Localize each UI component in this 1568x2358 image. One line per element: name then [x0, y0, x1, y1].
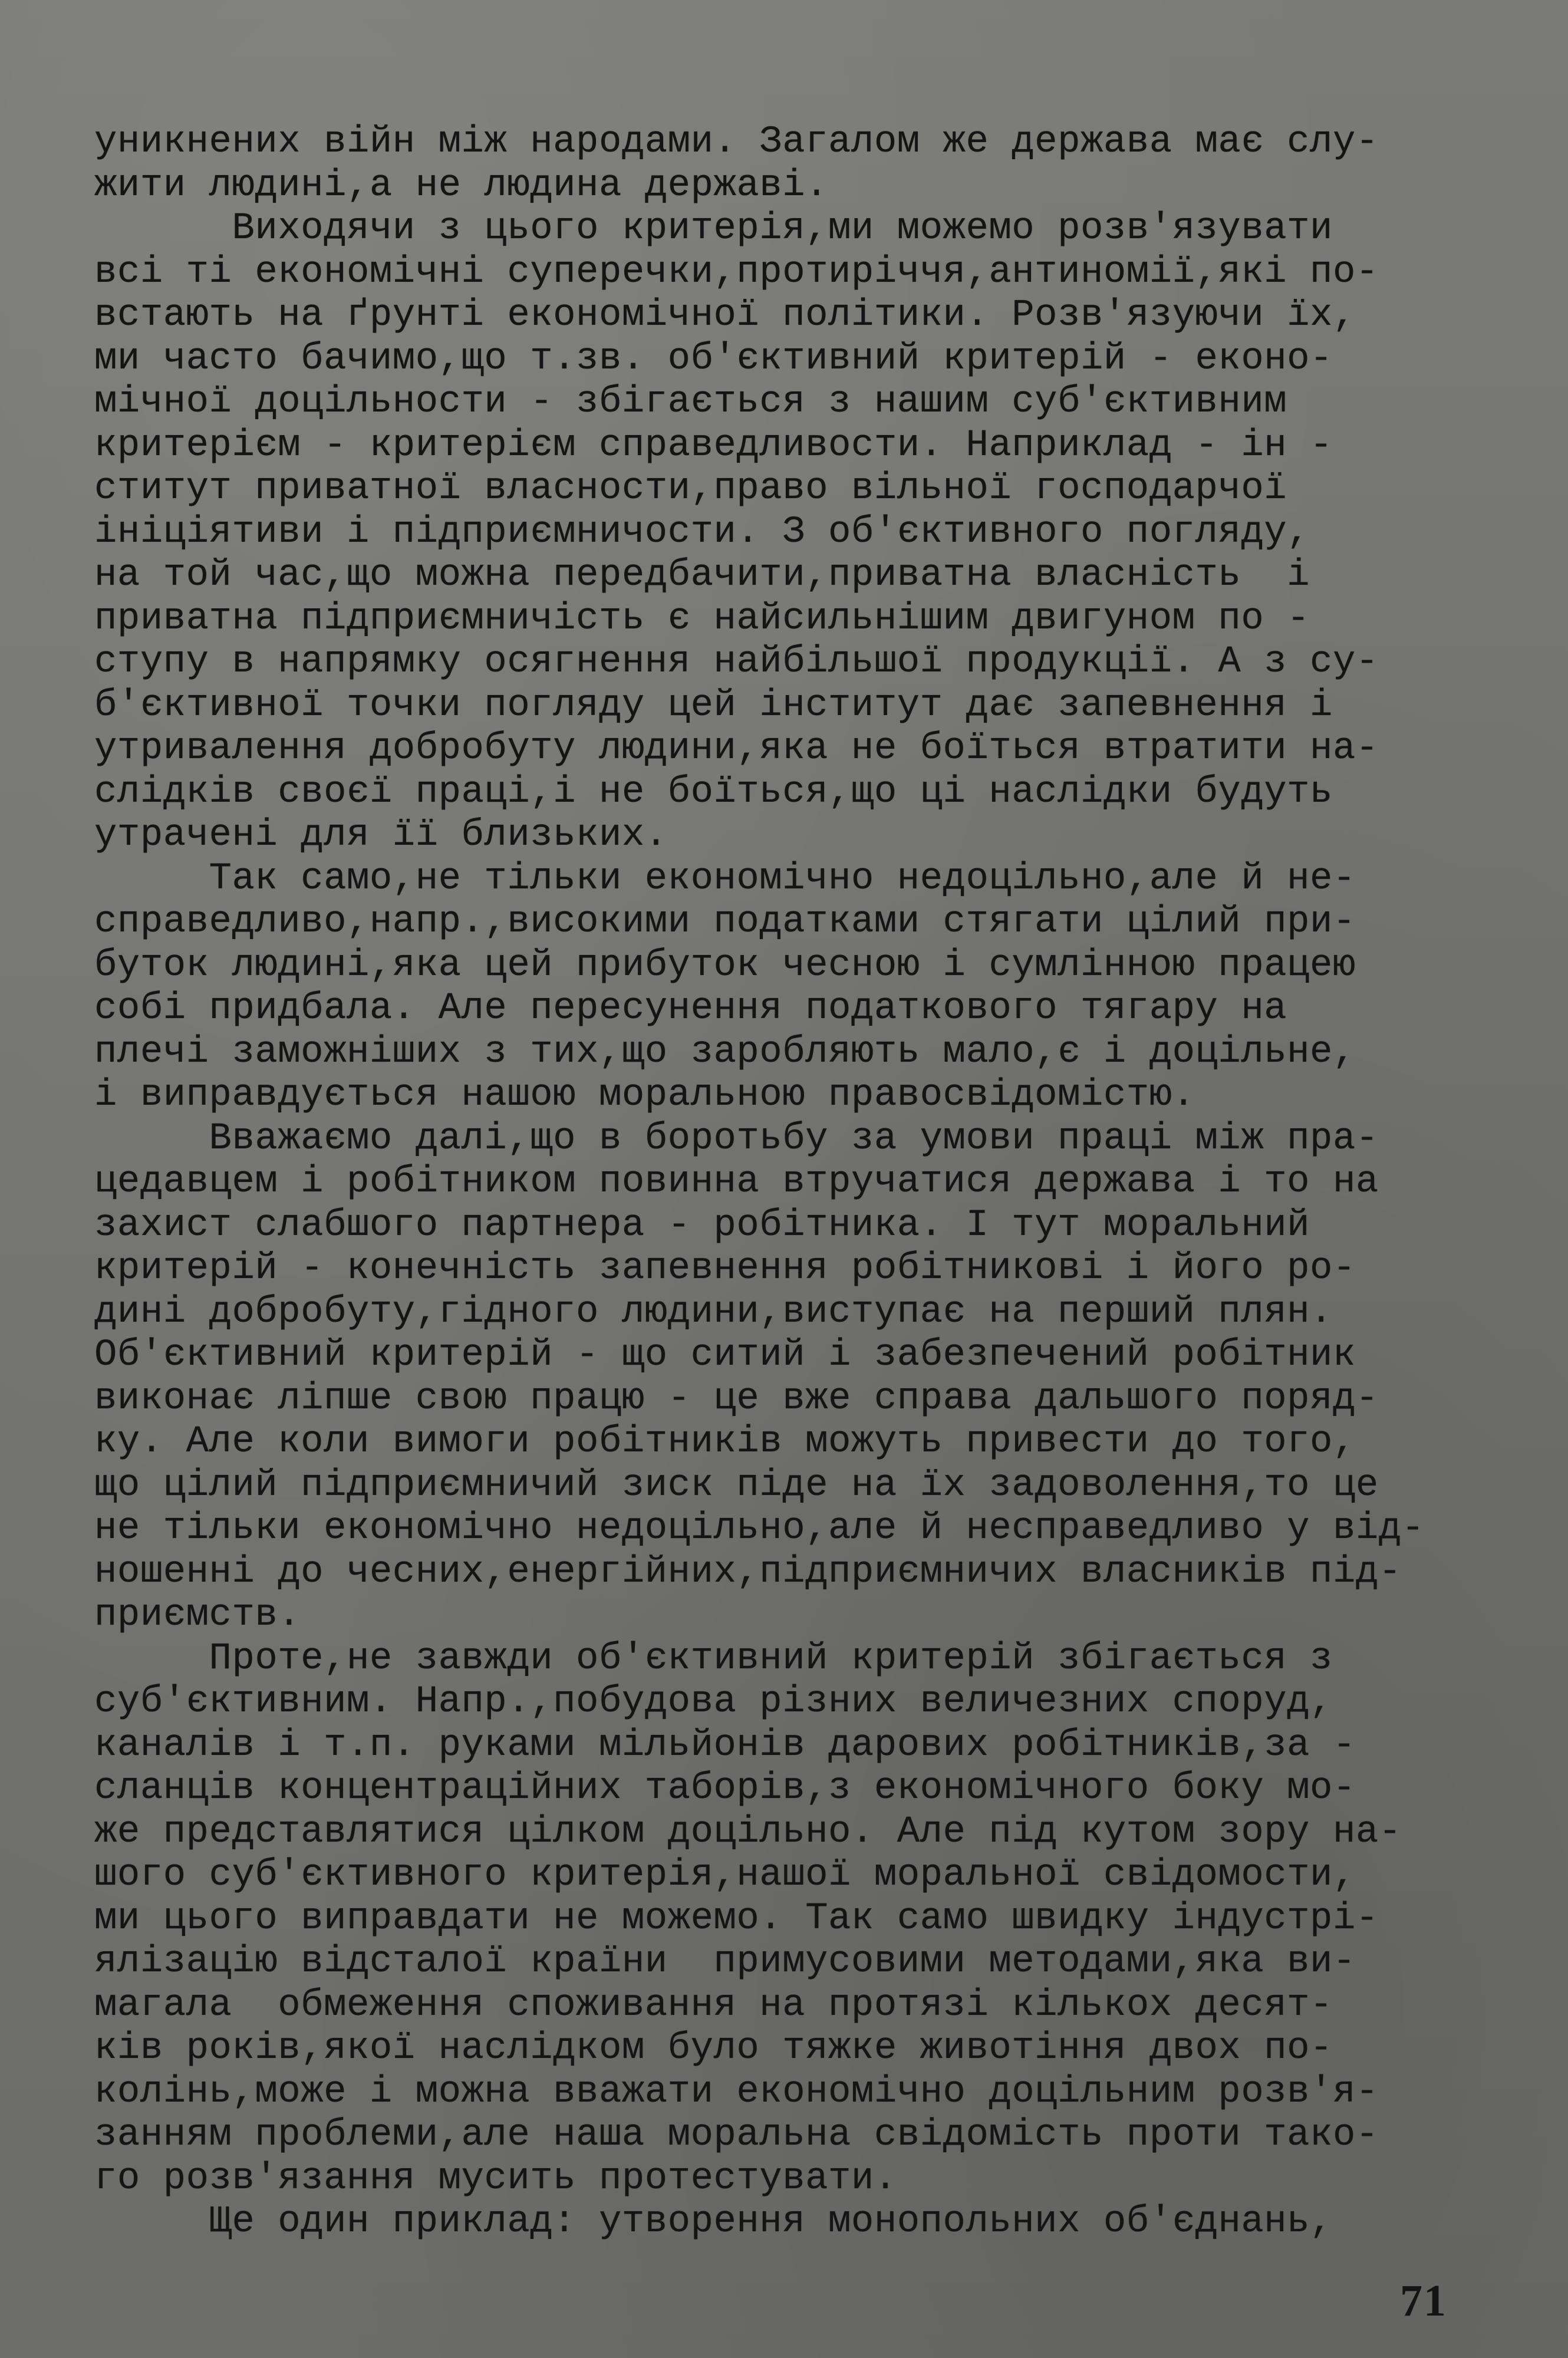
text-line: і виправдується нашою моральною правосвідомістю. [94, 1074, 1195, 1117]
text-line: жити людині,а не людина державі. [94, 164, 828, 207]
text-line: на той час,що можна передбачити,приватна власність і [94, 554, 1310, 597]
text-line: плечі заможніших з тих,що заробляють мало,є і доцільне, [94, 1030, 1356, 1073]
text-line: ялізацію відсталої країни примусовими методами,яка ви- [94, 1941, 1356, 1983]
text-line: ступу в напрямку осягнення найбільшої продукції. А з су- [94, 641, 1379, 683]
text-line: не тільки економічно недоцільно,але й несправедливо у від- [94, 1507, 1425, 1550]
text-line: ків років,якої наслідком було тяжке животіння двох по- [94, 2027, 1333, 2070]
text-line: ку. Але коли вимоги робітників можуть привести до того, [94, 1421, 1356, 1463]
text-line: Вважаємо далі,що в боротьбу за умови праці між пра- [94, 1117, 1379, 1160]
text-line: уникнених війн між народами. Загалом же держава має слу- [94, 121, 1379, 163]
text-line: критерій - конечність запевнення робітникові і його ро- [94, 1247, 1356, 1290]
text-line: каналів і т.п. руками мільйонів дарових робітників,за - [94, 1724, 1356, 1767]
text-line: ношенні до чесних,енергійних,підприємничих власників під- [94, 1550, 1402, 1593]
text-line: б'єктивної точки погляду цей інститут дає запевнення і [94, 684, 1333, 727]
text-line: ініціятиви і підприємничости. З об'єктивного погляду, [94, 511, 1310, 554]
text-line: суб'єктивним. Напр.,побудова різних величезних споруд, [94, 1681, 1333, 1723]
text-line: цедавцем і робітником повинна втручатися держава і то на [94, 1161, 1379, 1203]
text-line: занням проблеми,але наша моральна свідомість проти тако- [94, 2114, 1379, 2156]
text-line: го розв'язання мусить протестувати. [94, 2157, 897, 2200]
text-line: приватна підприємничість є найсильнішим двигуном по - [94, 597, 1310, 640]
text-line: мічної доцільности - збігається з нашим суб'єктивним [94, 381, 1287, 423]
text-line: встають на ґрунті економічної політики. Розв'язуючи їх, [94, 294, 1356, 337]
text-line: Виходячи з цього критерія,ми можемо розв'язувати [94, 208, 1333, 250]
text-line: магала обмеження споживання на протязі кількох десят- [94, 1984, 1333, 2027]
text-line: ми часто бачимо,що т.зв. об'єктивний критерій - еконо- [94, 337, 1333, 380]
text-line: шого суб'єктивного критерія,нашої моральної свідомости, [94, 1854, 1356, 1896]
text-line: Так само,не тільки економічно недоцільно,але й не- [94, 857, 1356, 900]
text-line: утривалення добробуту людини,яка не боїться втратити на- [94, 727, 1379, 770]
text-line: же представлятися цілком доцільно. Але під кутом зору на- [94, 1810, 1402, 1853]
text-line: справедливо,напр.,високими податками стягати цілий при- [94, 901, 1356, 943]
text-line: сланців концентраційних таборів,з економічного боку мо- [94, 1767, 1356, 1810]
text-line: захист слабшого партнера - робітника. І тут моральний [94, 1204, 1310, 1247]
text-line: дині добробуту,гідного людини,виступає на перший плян. [94, 1290, 1333, 1333]
text-line: колінь,може і можна вважати економічно доцільним розв'я- [94, 2070, 1379, 2113]
text-line: собі придбала. Але пересунення податкового тягару на [94, 987, 1287, 1030]
text-line: що цілий підприємничий зиск піде на їх задоволення,то це [94, 1464, 1379, 1507]
text-line: ми цього виправдати не можемо. Так само швидку індустрі- [94, 1897, 1379, 1940]
text-line: виконає ліпше свою працю - це вже справа дальшого поряд- [94, 1377, 1379, 1420]
text-line: приємств. [94, 1594, 301, 1636]
text-line: ститут приватної власности,право вільної господарчої [94, 467, 1287, 510]
text-line: Об'єктивний критерій - що ситий і забезпечений робітник [94, 1334, 1356, 1376]
body-text [94, 121, 1509, 2244]
text-line: всі ті економічні суперечки,протиріччя,антиномії,які по- [94, 251, 1379, 294]
text-line: Проте,не завжди об'єктивний критерій збігається з [94, 1637, 1333, 1680]
text-line: буток людині,яка цей прибуток чесною і сумлінною працею [94, 944, 1356, 987]
text-line: слідків своєї праці,і не боїться,що ці наслідки будуть [94, 770, 1333, 814]
text-line: критерієм - критерієм справедливости. Наприклад - ін - [94, 424, 1333, 467]
text-line: утрачені для її близьких. [94, 814, 668, 857]
page-number: 71 [1400, 2276, 1447, 2326]
text-line: Ще один приклад: утворення монопольних об'єднань, [94, 2201, 1333, 2243]
